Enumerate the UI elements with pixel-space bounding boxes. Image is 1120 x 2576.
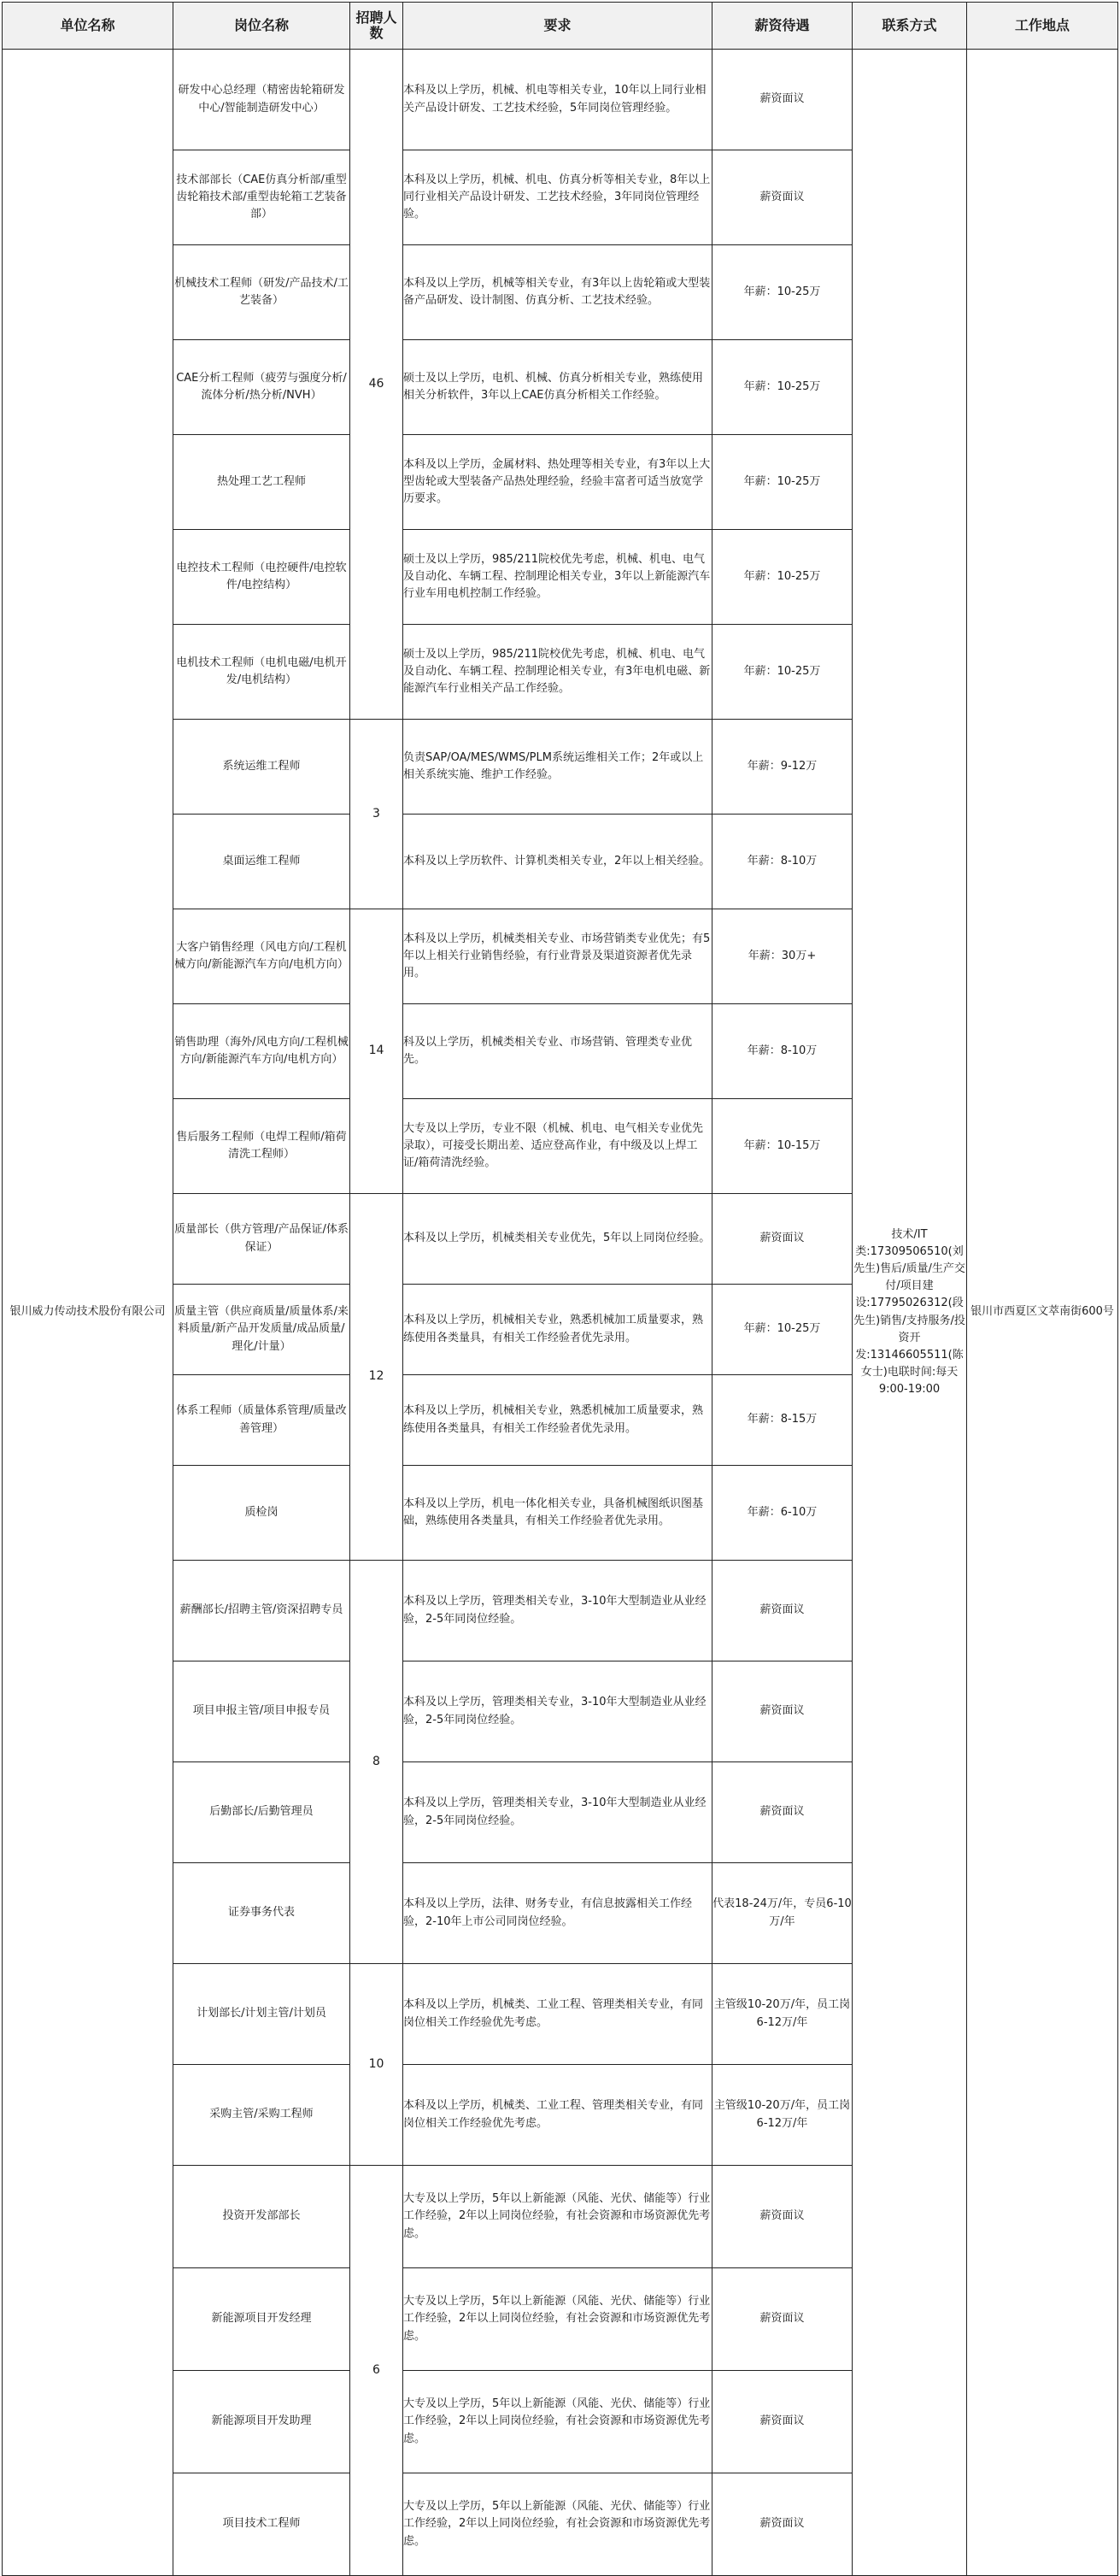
job-requirements: 本科及以上学历，机械类、工业工程、管理类相关专业，有同岗位相关工作经验优先考虑。 xyxy=(403,2065,712,2166)
job-title: 销售助理（海外/风电方向/工程机械方向/新能源汽车方向/电机方向） xyxy=(173,1004,350,1099)
job-title: 项目技术工程师 xyxy=(173,2473,350,2576)
salary: 薪资面议 xyxy=(712,1194,853,1285)
job-requirements: 大专及以上学历，5年以上新能源（风能、光伏、储能等）行业工作经验，2年以上同岗位经验，有社会资源和市场资源优先考虑。 xyxy=(403,2473,712,2576)
job-title: 计划部长/计划主管/计划员 xyxy=(173,1964,350,2065)
header-contact: 联系方式 xyxy=(853,3,967,50)
salary: 年薪：8-10万 xyxy=(712,1004,853,1099)
job-requirements: 大专及以上学历，5年以上新能源（风能、光伏、储能等）行业工作经验，2年以上同岗位经验，有社会资源和市场资源优先考虑。 xyxy=(403,2166,712,2268)
salary: 年薪：10-25万 xyxy=(712,1285,853,1375)
job-requirements: 本科及以上学历，机械、机电、仿真分析等相关专业，8年以上同行业相关产品设计研发、工艺技术经验，3年同岗位管理经验。 xyxy=(403,150,712,245)
job-title: 证券事务代表 xyxy=(173,1863,350,1964)
job-title: 质量部长（供方管理/产品保证/体系保证） xyxy=(173,1194,350,1285)
job-title: 热处理工艺工程师 xyxy=(173,435,350,530)
job-title: 质量主管（供应商质量/质量体系/来料质量/新产品开发质量/成品质量/理化/计量） xyxy=(173,1285,350,1375)
salary: 年薪：8-15万 xyxy=(712,1375,853,1466)
salary: 年薪：10-15万 xyxy=(712,1099,853,1194)
job-title: 新能源项目开发助理 xyxy=(173,2371,350,2473)
salary: 代表18-24万/年，专员6-10万/年 xyxy=(712,1863,853,1964)
salary: 年薪：10-25万 xyxy=(712,340,853,435)
job-requirements: 本科及以上学历软件、计算机类相关专业，2年以上相关经验。 xyxy=(403,815,712,909)
work-location: 银川市西夏区文萃南街600号 xyxy=(967,50,1118,2576)
salary: 薪资面议 xyxy=(712,1561,853,1661)
job-requirements: 硕士及以上学历，985/211院校优先考虑，机械、机电、电气及自动化、车辆工程、控制理论相关专业，有3年电机电磁、新能源汽车行业相关产品工作经验。 xyxy=(403,625,712,720)
header-location: 工作地点 xyxy=(967,3,1118,50)
job-title: 新能源项目开发经理 xyxy=(173,2268,350,2371)
salary: 薪资面议 xyxy=(712,2166,853,2268)
headcount: 3 xyxy=(350,720,403,909)
job-requirements: 本科及以上学历，机械类、工业工程、管理类相关专业，有同岗位相关工作经验优先考虑。 xyxy=(403,1964,712,2065)
job-requirements: 本科及以上学历，机械类相关专业优先，5年以上同岗位经验。 xyxy=(403,1194,712,1285)
company-name: 银川威力传动技术股份有限公司 xyxy=(3,50,173,2576)
job-title: 投资开发部部长 xyxy=(173,2166,350,2268)
job-title: 机械技术工程师（研发/产品技术/工艺装备） xyxy=(173,245,350,340)
job-title: 研发中心总经理（精密齿轮箱研发中心/智能制造研发中心） xyxy=(173,50,350,150)
headcount: 8 xyxy=(350,1561,403,1964)
header-row xyxy=(3,3,1118,50)
header-count: 招聘人数 xyxy=(350,3,403,50)
headcount: 46 xyxy=(350,50,403,720)
header-salary: 薪资待遇 xyxy=(712,3,853,50)
job-requirements: 本科及以上学历，管理类相关专业，3-10年大型制造业从业经验，2-5年同岗位经验。 xyxy=(403,1661,712,1762)
job-title: CAE分析工程师（疲劳与强度分析/流体分析/热分析/NVH） xyxy=(173,340,350,435)
salary: 薪资面议 xyxy=(712,2473,853,2576)
job-requirements: 负责SAP/OA/MES/WMS/PLM系统运维相关工作；2年或以上相关系统实施、维护工作经验。 xyxy=(403,720,712,815)
job-requirements: 本科及以上学历，机械类相关专业、市场营销类专业优先；有5年以上相关行业销售经验，有行业背景及渠道资源者优先录用。 xyxy=(403,909,712,1004)
job-title: 质检岗 xyxy=(173,1466,350,1561)
salary: 薪资面议 xyxy=(712,1661,853,1762)
job-requirements: 大专及以上学历，5年以上新能源（风能、光伏、储能等）行业工作经验，2年以上同岗位经验，有社会资源和市场资源优先考虑。 xyxy=(403,2371,712,2473)
header-requirements: 要求 xyxy=(403,3,712,50)
salary: 薪资面议 xyxy=(712,2268,853,2371)
job-requirements: 大专及以上学历，5年以上新能源（风能、光伏、储能等）行业工作经验，2年以上同岗位经验，有社会资源和市场资源优先考虑。 xyxy=(403,2268,712,2371)
salary: 年薪：30万+ xyxy=(712,909,853,1004)
table-row xyxy=(3,50,1118,150)
header-post: 岗位名称 xyxy=(173,3,350,50)
salary: 年薪：10-25万 xyxy=(712,245,853,340)
job-title: 电机技术工程师（电机电磁/电机开发/电机结构） xyxy=(173,625,350,720)
job-title: 采购主管/采购工程师 xyxy=(173,2065,350,2166)
contact-info: 技术/IT类:17309506510(刘先生)售后/质量/生产交付/项目建设:17795026312(段先生)销售/支持服务/投资开发:13146605511(陈女士)电联时间:每天9:00-19:00 xyxy=(853,50,967,2576)
salary: 年薪：8-10万 xyxy=(712,815,853,909)
headcount: 6 xyxy=(350,2166,403,2576)
job-requirements: 本科及以上学历，机械相关专业，熟悉机械加工质量要求，熟练使用各类量具，有相关工作经验者优先录用。 xyxy=(403,1375,712,1466)
salary: 年薪：10-25万 xyxy=(712,625,853,720)
headcount: 12 xyxy=(350,1194,403,1561)
job-requirements: 本科及以上学历，管理类相关专业，3-10年大型制造业从业经验，2-5年同岗位经验。 xyxy=(403,1762,712,1863)
salary: 主管级10-20万/年，员工岗6-12万/年 xyxy=(712,1964,853,2065)
salary: 薪资面议 xyxy=(712,50,853,150)
salary: 年薪：9-12万 xyxy=(712,720,853,815)
job-requirements: 本科及以上学历，机械、机电等相关专业，10年以上同行业相关产品设计研发、工艺技术经验，5年同岗位管理经验。 xyxy=(403,50,712,150)
salary: 年薪：10-25万 xyxy=(712,530,853,625)
job-title: 售后服务工程师（电焊工程师/箱荷清洗工程师） xyxy=(173,1099,350,1194)
job-requirements: 本科及以上学历，金属材料、热处理等相关专业，有3年以上大型齿轮或大型装备产品热处理经验，经验丰富者可适当放宽学历要求。 xyxy=(403,435,712,530)
job-requirements: 硕士及以上学历，985/211院校优先考虑，机械、机电、电气及自动化、车辆工程、控制理论相关专业，3年以上新能源汽车行业车用电机控制工作经验。 xyxy=(403,530,712,625)
job-requirements: 大专及以上学历，专业不限（机械、机电、电气相关专业优先录取），可接受长期出差、适应登高作业，有中级及以上焊工证/箱荷清洗经验。 xyxy=(403,1099,712,1194)
job-requirements: 本科及以上学历，管理类相关专业，3-10年大型制造业从业经验，2-5年同岗位经验。 xyxy=(403,1561,712,1661)
job-title: 大客户销售经理（风电方向/工程机械方向/新能源汽车方向/电机方向） xyxy=(173,909,350,1004)
job-requirements: 本科及以上学历，机电一体化相关专业，具备机械图纸识图基础，熟练使用各类量具，有相关工作经验者优先录用。 xyxy=(403,1466,712,1561)
job-title: 桌面运维工程师 xyxy=(173,815,350,909)
job-title: 后勤部长/后勤管理员 xyxy=(173,1762,350,1863)
job-title: 电控技术工程师（电控硬件/电控软件/电控结构） xyxy=(173,530,350,625)
salary: 薪资面议 xyxy=(712,2371,853,2473)
job-requirements: 本科及以上学历，法律、财务专业，有信息披露相关工作经验，2-10年上市公司同岗位经验。 xyxy=(403,1863,712,1964)
salary: 主管级10-20万/年，员工岗6-12万/年 xyxy=(712,2065,853,2166)
job-requirements: 本科及以上学历，机械相关专业，熟悉机械加工质量要求，熟练使用各类量具，有相关工作经验者优先录用。 xyxy=(403,1285,712,1375)
job-requirements: 科及以上学历，机械类相关专业、市场营销、管理类专业优先。 xyxy=(403,1004,712,1099)
job-title: 薪酬部长/招聘主管/资深招聘专员 xyxy=(173,1561,350,1661)
job-requirements: 本科及以上学历，机械等相关专业，有3年以上齿轮箱或大型装备产品研发、设计制图、仿真分析、工艺技术经验。 xyxy=(403,245,712,340)
headcount: 14 xyxy=(350,909,403,1194)
job-title: 体系工程师（质量体系管理/质量改善管理） xyxy=(173,1375,350,1466)
salary: 薪资面议 xyxy=(712,150,853,245)
job-requirements: 硕士及以上学历，电机、机械、仿真分析相关专业，熟练使用相关分析软件，3年以上CAE仿真分析相关工作经验。 xyxy=(403,340,712,435)
job-title: 系统运维工程师 xyxy=(173,720,350,815)
job-title: 项目申报主管/项目申报专员 xyxy=(173,1661,350,1762)
job-title: 技术部部长（CAE仿真分析部/重型齿轮箱技术部/重型齿轮箱工艺装备部） xyxy=(173,150,350,245)
headcount: 10 xyxy=(350,1964,403,2166)
salary: 年薪：6-10万 xyxy=(712,1466,853,1561)
salary: 薪资面议 xyxy=(712,1762,853,1863)
header-company: 单位名称 xyxy=(3,3,173,50)
salary: 年薪：10-25万 xyxy=(712,435,853,530)
recruitment-table xyxy=(2,2,1118,2576)
